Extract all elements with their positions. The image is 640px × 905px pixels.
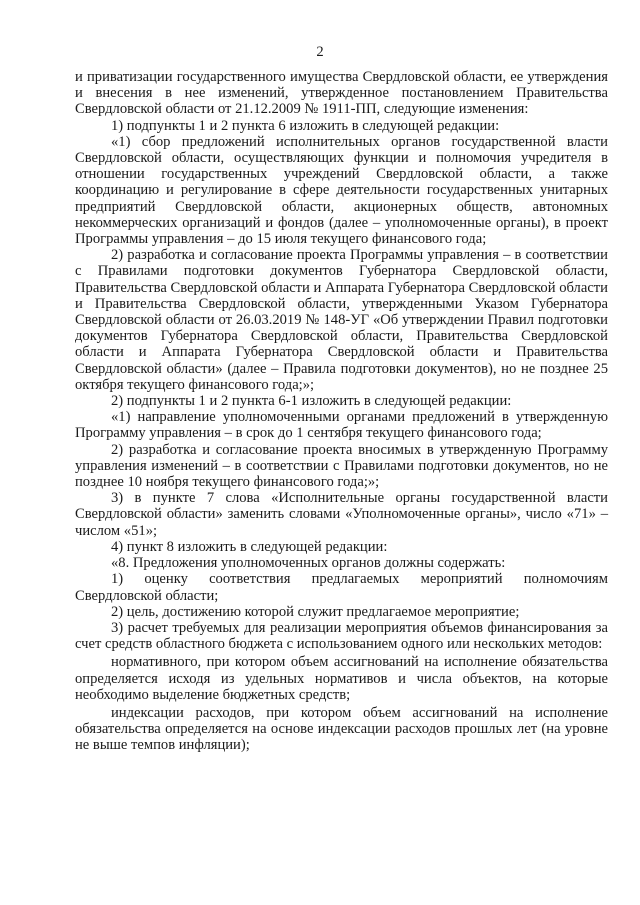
paragraph: 1) оценку соответствия предлагаемых мероприятий полномочиям Свердловской области; <box>75 571 608 604</box>
paragraph: 1) подпункты 1 и 2 пункта 6 изложить в следующей редакции: <box>111 117 500 134</box>
paragraph: «8. Предложения уполномоченных органов должны содержать: <box>111 555 506 572</box>
paragraph: «1) сбор предложений исполнительных органов государственной власти Свердловской области, осуществляющих функции и полномочия учредителя в отношении государственных учреждений Свердловской области, а также координацию и регулирование в сфере деятельности государственных унитарных предприятий Свердловской области, акционерных обществ, автономных некоммерческих организаций и фондов (далее – уполномоченные органы), в проект Программы управления – до 15 июля текущего финансового года; <box>75 133 608 248</box>
paragraph: 2) разработка и согласование проекта Программы управления – в соответствии с Правилами подготовки документов Губернатора Свердловской области, Правительства Свердловской области и Аппарата Губернатора Свердловской области и Правительства Свердловской области, утвержденными Указом Губернатора Свердловской области от 26.03.2019 № 148-УГ «Об утверждении Правил подготовки документов Губернатора Свердловской области, Правительства Свердловской области и Аппарата Губернатора Свердловской области и Правительства Свердловской области» (далее – Правила подготовки документов), но не позднее 25 октября текущего финансового года;»; <box>75 247 608 393</box>
paragraph: и приватизации государственного имущества Свердловской области, ее утверждения и внесения в нее изменений, утвержденное постановлением Правительства Свердловской области от 21.12.2009 № 1911-ПП, следующие изменения: <box>75 69 608 118</box>
paragraph: 2) подпункты 1 и 2 пункта 6-1 изложить в следующей редакции: <box>111 393 512 410</box>
paragraph: 2) цель, достижению которой служит предлагаемое мероприятие; <box>111 603 520 620</box>
paragraph: 2) разработка и согласование проекта вносимых в утвержденную Программу управления изменений – в соответствии с Правилами подготовки документов, но не позднее 10 ноября текущего финансового года;»; <box>75 441 608 491</box>
paragraph: индексации расходов, при котором объем ассигнований на исполнение обязательства определяется на основе индексации расходов прошлых лет (на уровне не выше темпов инфляции); <box>75 704 608 754</box>
paragraph: «1) направление уполномоченными органами предложений в утвержденную Программу управления – в срок до 1 сентября текущего финансового года; <box>75 409 608 442</box>
paragraph: 3) расчет требуемых для реализации мероприятия объемов финансирования за счет средств областного бюджета с использованием одного или нескольких методов: <box>75 619 608 653</box>
paragraph: 3) в пункте 7 слова «Исполнительные органы государственной власти Свердловской области» заменить словами «Уполномоченные органы», число «71» – числом «51»; <box>75 490 608 539</box>
paragraph: нормативного, при котором объем ассигнований на исполнение обязательства определяется исходя из удельных нормативов и числа объектов, на которые необходимо выделение бюджетных средств; <box>75 654 608 703</box>
page-number: 2 <box>316 44 324 60</box>
paragraph: 4) пункт 8 изложить в следующей редакции: <box>111 538 388 555</box>
document-body <box>75 69 608 754</box>
